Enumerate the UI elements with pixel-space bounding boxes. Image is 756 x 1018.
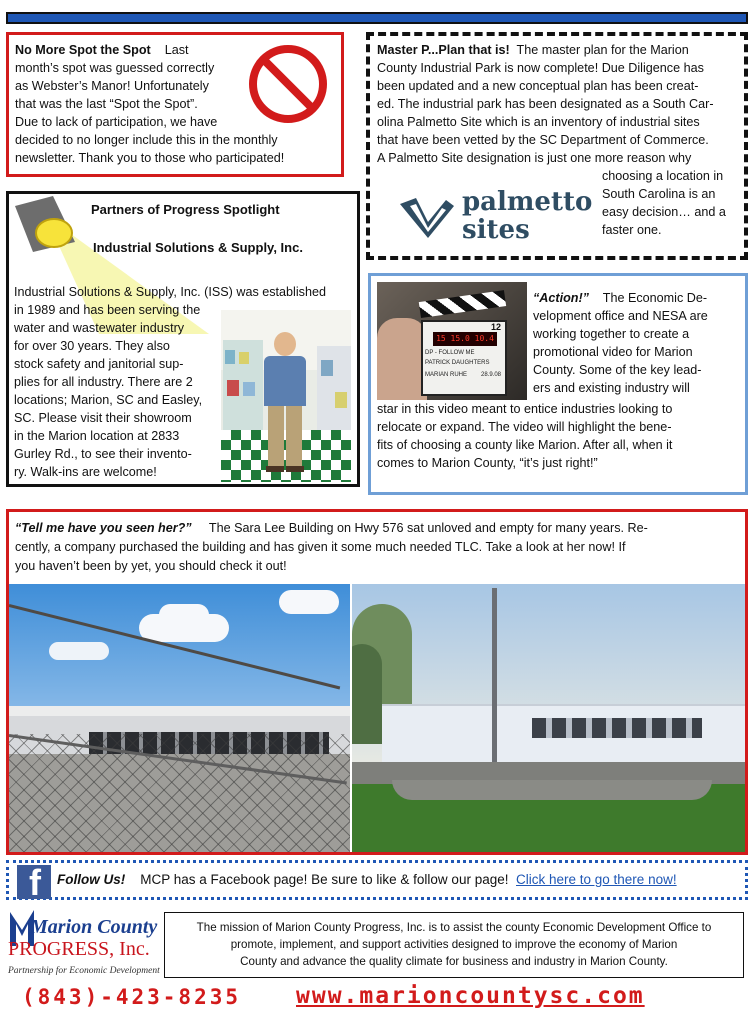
sara-lee-box [6,509,748,855]
action-text-8: relocate or expand. The video will highlight the bene- [377,420,672,434]
action-heading: “Action!” [533,291,589,305]
partners-title: Partners of Progress Spotlight [91,202,280,217]
master-text-4: ed. The industrial park has been designated as a South Car- [377,97,714,111]
sara-lee-before-photo [9,584,350,852]
top-banner-bar [6,12,748,24]
facebook-bar [6,860,748,903]
clapper-number: 12 [491,322,502,332]
action-text-1: The Economic De- [602,291,708,305]
partners-text-6: plies for all industry. There are 2 [14,375,193,389]
action-text-2: velopment office and NESA are [533,309,708,323]
facebook-follow: Follow Us! [57,872,126,887]
prohibited-icon [247,43,329,125]
spot-text-2: month’s spot was guessed correctly [15,61,215,75]
palmetto-logo-top: palmetto [462,187,593,217]
spot-heading: No More Spot the Spot [15,43,151,57]
master-side-1: choosing a location in [602,169,724,183]
clapper-line-2: PATRICK DAUGHTERS [425,360,490,366]
partners-text-8: SC. Please visit their showroom [14,411,192,425]
iss-showroom-photo [221,310,351,482]
sara-heading: “Tell me have you seen her?” [15,521,192,535]
partners-text-4: for over 30 years. They also [14,339,170,353]
action-text-3: working together to create a [533,327,690,341]
master-text-2: County Industrial Park is now complete! Due Diligence has [377,61,704,75]
facebook-icon-letter: f [29,862,41,903]
partners-text-9: in the Marion location at 2833 [14,429,180,443]
partners-spotlight-box [6,191,360,487]
master-side-4: faster one. [602,223,662,237]
spot-text-3: as Webster’s Manor! Unfortunately [15,79,209,93]
facebook-link[interactable]: Click here to go there now! [516,872,677,887]
clapper-line-4: 28.9.08 [481,372,502,378]
clapper-line-1: DP - FOLLOW ME [425,350,475,356]
master-text-3: been updated and a new conceptual plan has been creat- [377,79,699,93]
action-text-9: fits of choosing a county like Marion. After all, when it [377,438,673,452]
facebook-icon[interactable] [17,862,51,903]
sara-text-2: cently, a company purchased the building and has given it some much needed TLC. Take a look at her now! If [15,540,626,554]
clapper-display: 15 15.0 10.4 [433,332,497,346]
partners-text-10: Gurley Rd., to see their invento- [14,447,192,461]
spot-text-7: newsletter. Thank you to those who participated! [15,151,285,165]
palmetto-sites-logo [392,186,592,248]
action-text-7: star in this video meant to entice industries looking to [377,402,673,416]
partners-text-1: Industrial Solutions & Supply, Inc. (ISS) was established [14,285,326,299]
sara-text-3: you haven’t been by yet, you should check it out! [15,559,287,573]
sara-lee-after-photo [352,584,745,852]
palmetto-check-icon [398,194,456,240]
master-text-7: A Palmetto Site designation is just one more reason why [377,151,692,165]
partners-text-2: in 1989 and has been serving the [14,303,201,317]
spot-text-1: Last [164,43,189,57]
master-text-1: The master plan for the Marion [516,43,689,57]
partners-text-3: water and wastewater industry [14,321,185,335]
action-text-10: comes to Marion County, “it’s just right!” [377,456,598,470]
partners-text-11: ry. Walk-ins are welcome! [14,465,157,479]
phone-number: (843)-423-8235 [22,985,242,1009]
master-plan-box [366,32,748,260]
mission-text-3: County and advance the quality climate for business and industry in Marion County. [240,955,668,968]
action-text-6: ers and existing industry will [533,381,690,395]
partners-company: Industrial Solutions & Supply, Inc. [93,240,303,255]
master-side-2: South Carolina is an [602,187,716,201]
clapper-line-3: MARIAN RUHE [425,372,468,378]
action-video-box [368,273,748,495]
spot-text-4: that was the last “Spot the Spot”. [15,97,198,111]
spot-text-5: Due to lack of participation, we have [15,115,218,129]
mcp-logo-line-1: Marion County [30,916,158,938]
spot-the-spot-box [6,32,344,177]
website-link[interactable]: www.marioncountysc.com [296,983,645,1009]
mission-box [164,912,744,978]
mission-text-2: promote, implement, and support activities designed to improve the economy of Marion [230,938,678,951]
sara-text-1: The Sara Lee Building on Hwy 576 sat unloved and empty for many years. Re- [208,521,648,535]
master-text-6: that have been vetted by the SC Department of Commerce. [377,133,709,147]
mcp-logo-tagline: Partnership for Economic Development [8,966,160,976]
mcp-logo [6,906,158,986]
master-side-3: easy decision… and a [602,205,726,219]
action-text-4: promotional video for Marion [533,345,693,359]
spot-text-6: decided to no longer include this in the monthly [15,133,278,147]
master-heading: Master P...Plan that is! [377,43,510,57]
mission-text-1: The mission of Marion County Progress, Inc. is to assist the county Economic Development Office to [196,921,712,934]
partners-text-5: stock safety and janitorial sup- [14,357,184,371]
clapperboard-photo [377,282,527,400]
palmetto-logo-bottom: sites [462,215,530,245]
master-text-5: olina Palmetto Site which is an inventory of industrial sites [377,115,700,129]
facebook-text: MCP has a Facebook page! Be sure to like & follow our page! [140,872,509,887]
partners-text-7: locations; Marion, SC and Easley, [14,393,203,407]
mcp-logo-line-2: PROGRESS, Inc. [8,938,150,960]
action-text-5: County. Some of the key lead- [533,363,702,377]
